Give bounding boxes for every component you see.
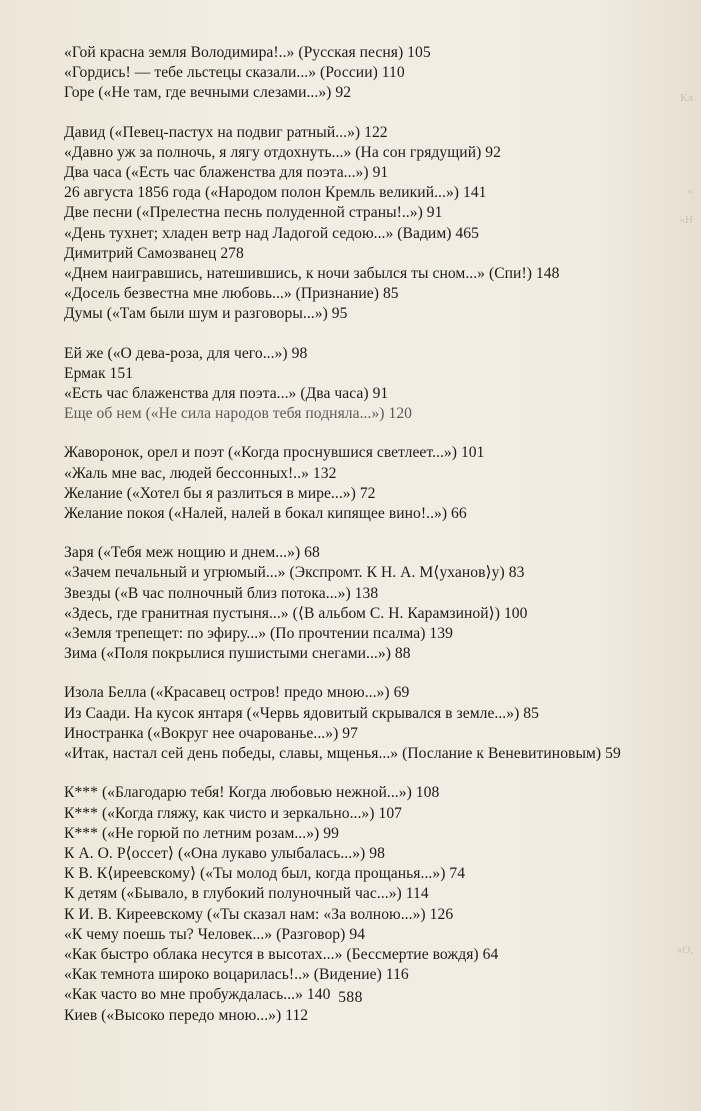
index-entry: «День тухнет; хладен ветр над Ладогой седою...» (Вадим) 465 xyxy=(64,224,479,242)
index-entry: «Есть час блаженства для поэта...» (Два часа) 91 xyxy=(64,385,389,403)
index-entry: Ей же («О дева-роза, для чего...») 98 xyxy=(64,344,308,362)
show-through-mark: «Н xyxy=(679,214,693,226)
index-entry: Димитрий Самозванец 278 xyxy=(64,244,244,262)
index-entry: «Гой красна земля Володимира!..» (Русская песня) 105 xyxy=(64,44,431,61)
index-group-z xyxy=(64,543,644,664)
index-list xyxy=(64,43,644,1045)
index-entry: «Как быстро облака несутся в высотах...» (Бессмертие вождя) 64 xyxy=(64,945,499,963)
index-entry: Два часа («Есть час блаженства для поэта...») 91 xyxy=(64,164,389,182)
index-group-e xyxy=(64,344,644,425)
index-entry: «Днем наигравшись, натешившись, к ночи забылся ты сном...» (Спи!) 148 xyxy=(64,265,560,283)
index-entry: Изола Белла («Красавец остров! предо мною...») 69 xyxy=(64,684,410,702)
index-entry: «Жаль мне вас, людей бессонных!..» 132 xyxy=(64,464,337,482)
show-through-mark: « xyxy=(687,185,693,197)
index-entry: Из Саади. На кусок янтаря («Червь ядовитый скрывался в земле...») 85 xyxy=(64,704,539,722)
page-number: 588 xyxy=(338,989,363,1006)
index-entry: «Как темнота широко воцарилась!..» (Видение) 116 xyxy=(64,966,409,984)
index-entry: К*** («Когда гляжу, как чисто и зеркально...») 107 xyxy=(64,804,403,822)
index-entry: «Зачем печальный и угрюмый...» (Экспромт. К Н. А. М⟨уханов⟩у) 83 xyxy=(64,564,525,582)
index-entry: К*** («Благодарю тебя! Когда любовью нежной...») 108 xyxy=(64,784,440,802)
index-entry: Заря («Тебя меж нощию и днем...») 68 xyxy=(64,544,320,562)
index-entry: Ермак 151 xyxy=(64,364,134,382)
index-entry: К детям («Бывало, в глубокий полуночный час...») 114 xyxy=(64,885,429,903)
index-entry: Киев («Высоко передо мною...») 112 xyxy=(64,1006,309,1024)
index-group-i xyxy=(64,683,644,764)
index-entry: «Итак, настал сей день победы, славы, мщенья...» (Послание к Веневитиновым) 59 xyxy=(64,745,621,763)
index-entry: Иностранка («Вокруг нее очарованье...») 97 xyxy=(64,724,358,742)
index-entry: «Гордись! — тебе льстецы сказали...» (России) 110 xyxy=(64,64,405,82)
index-entry: К И. В. Киреевскому («Ты сказал нам: «За волною...») 126 xyxy=(64,905,454,923)
index-entry: Две песни («Прелестна песнь полуденной страны!..») 91 xyxy=(64,204,443,222)
index-entry: «Как часто во мне пробуждалась...» 140 xyxy=(64,986,331,1004)
show-through-mark: «О, xyxy=(676,944,693,956)
index-entry: «Досель безвестна мне любовь...» (Признание) 85 xyxy=(64,285,399,303)
index-group-d xyxy=(64,123,644,325)
index-entry: К*** («Не горюй по летним розам...») 99 xyxy=(64,824,339,842)
index-entry: Желание («Хотел бы я разлиться в мире...») 72 xyxy=(64,484,376,502)
index-entry: Горе («Не там, где вечными слезами...») 92 xyxy=(64,84,352,102)
index-entry: «Здесь, где гранитная пустыня...» (⟨В альбом С. Н. Карамзиной⟩) 100 xyxy=(64,604,528,622)
index-entry: Еще об нем («Не сила народов тебя подняла...») 120 xyxy=(64,405,413,423)
index-entry: «Давно уж за полночь, я лягу отдохнуть...» (На сон грядущий) 92 xyxy=(64,143,501,161)
index-entry: «Земля трепещет: по эфиру...» (По прочтении псалма) 139 xyxy=(64,625,453,643)
index-entry: Жаворонок, орел и поэт («Когда проснувшися светлеет...») 101 xyxy=(64,444,485,462)
index-entry: Звезды («В час полночный близ потока...») 138 xyxy=(64,584,379,602)
index-group-g xyxy=(64,43,644,104)
index-group-zh xyxy=(64,443,644,524)
index-entry: 26 августа 1856 года («Народом полон Кремль великий...») 141 xyxy=(64,184,487,202)
show-through-mark: Кл xyxy=(680,92,693,104)
index-entry: К В. К⟨иреевскому⟩ («Ты молод был, когда прощанья...») 74 xyxy=(64,865,466,883)
index-entry: К А. О. Р⟨оссет⟩ («Она лукаво улыбалась...») 98 xyxy=(64,844,385,862)
index-entry: «К чему поешь ты? Человек...» (Разговор) 94 xyxy=(64,925,366,943)
index-entry: Думы («Там были шум и разговоры...») 95 xyxy=(64,305,348,323)
index-entry: Давид («Певец-пастух на подвиг ратный...») 122 xyxy=(64,123,388,141)
index-entry: Зима («Поля покрылися пушистыми снегами...») 88 xyxy=(64,645,411,663)
index-entry: Желание покоя («Налей, налей в бокал кипящее вино!..») 66 xyxy=(64,505,467,523)
